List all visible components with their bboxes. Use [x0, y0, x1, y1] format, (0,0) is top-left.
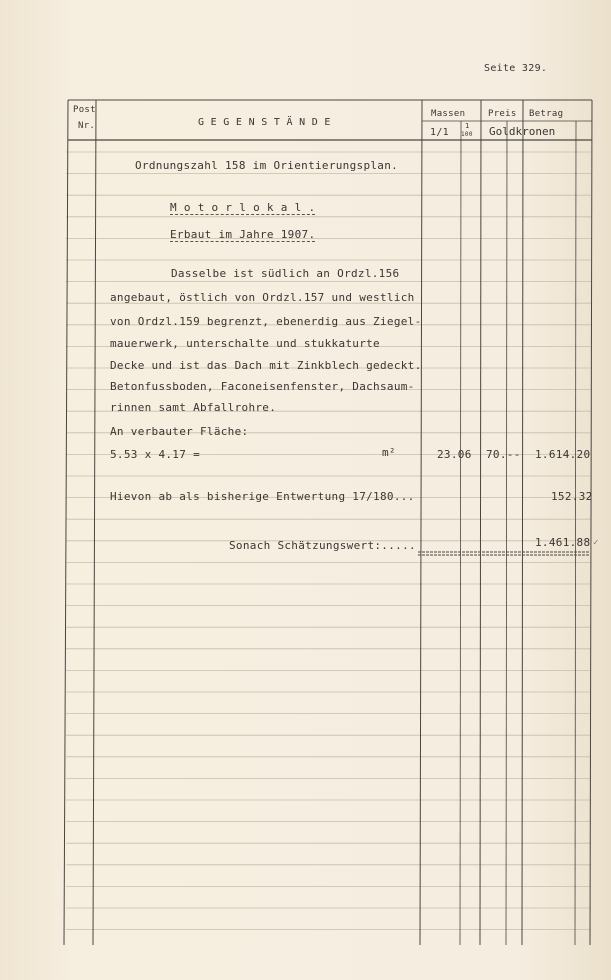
header-massen: Massen [431, 109, 466, 119]
para-line-7: rinnen samt Abfallrohre. [110, 401, 277, 414]
header-massen-frac-bottom: 100 [461, 131, 473, 138]
header-betrag: Betrag [529, 109, 564, 119]
check-mark-icon: ✓ [593, 538, 599, 548]
deduction-label: Hievon ab als bisherige Entwertung 17/180... [110, 490, 415, 503]
header-gegenstaende: G E G E N S T Ä N D E [198, 117, 331, 128]
column-lines [64, 100, 592, 945]
header-currency: Goldkronen [489, 125, 556, 138]
area-calc: 5.53 x 4.17 = [110, 448, 200, 461]
betrag-value: 1.614.20 [535, 448, 591, 461]
header-nr: Nr. [78, 121, 96, 131]
area-unit: m² [382, 446, 396, 459]
line-ordnungszahl: Ordnungszahl 158 im Orientierungsplan. [135, 159, 399, 172]
massen-value: 23.06 [437, 448, 472, 461]
para-line-6: Betonfussboden, Faconeisenfenster, Dachsaum- [110, 380, 415, 393]
preis-value: 70.-- [486, 448, 521, 461]
para-line-4: mauerwerk, unterschalte und stukkaturte [110, 337, 380, 350]
total-value: 1.461.88 [535, 536, 591, 549]
deduction-value: 152.32 [551, 490, 593, 503]
header-post: Post [73, 105, 96, 115]
header-preis: Preis [488, 109, 517, 119]
para-line-5: Decke und ist das Dach mit Zinkblech gedeckt. [110, 359, 422, 372]
total-label: Sonach Schätzungswert:..... [229, 539, 416, 552]
page-number: Seite 329. [484, 63, 548, 74]
para-line-1: Dasselbe ist südlich an Ordzl.156 [171, 267, 400, 280]
line-object-title: M o t o r l o k a l . [170, 201, 316, 214]
header-massen-frac-top: 1 [465, 122, 470, 130]
para-line-2: angebaut, östlich von Ordzl.157 und westlich [110, 291, 415, 304]
line-erbaut: Erbaut im Jahre 1907. [170, 228, 316, 241]
area-label: An verbauter Fläche: [110, 425, 249, 438]
header-massen-whole: 1/1 [430, 127, 449, 138]
para-line-3: von Ordzl.159 begrenzt, ebenerdig aus Ziegel- [110, 315, 422, 328]
